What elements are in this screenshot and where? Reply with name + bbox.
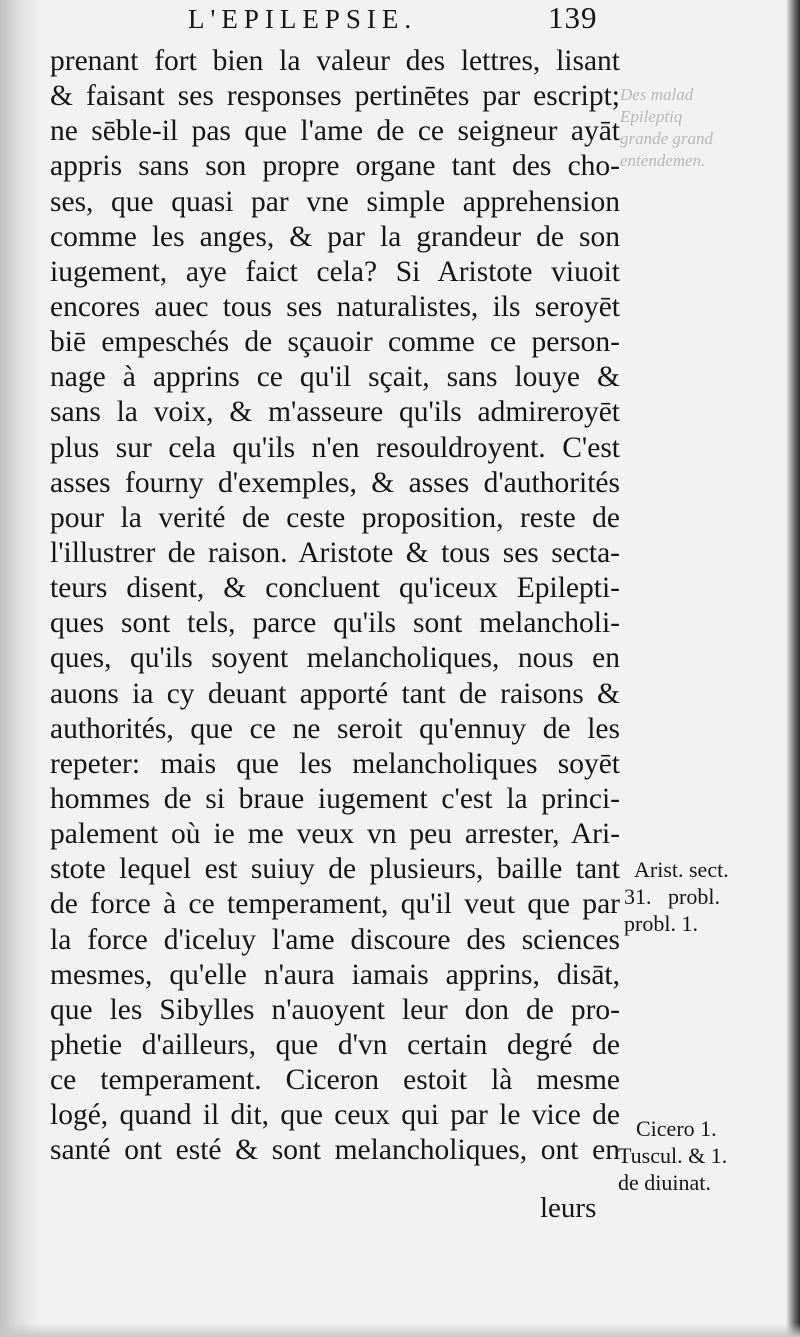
text-line: plus sur cela qu'ils n'en resouldroyent. C'est	[50, 431, 620, 464]
text-line: ne sēble-il pas que l'ame de ce seigneur ayāt	[50, 115, 620, 148]
text-line: authorités, que ce ne seroit qu'ennuy de les	[50, 712, 620, 745]
text-line: stote lequel est suiuy de plusieurs, baille tant	[50, 853, 620, 886]
marginal-note-cicero	[618, 1115, 727, 1196]
main-text-block	[50, 44, 620, 1169]
marginal-note-line: Arist. sect.	[634, 857, 729, 882]
binding-shadow	[0, 0, 40, 1337]
text-line: la force d'iceluy l'ame discoure des sciences	[50, 923, 620, 956]
text-line: de force à ce temperament, qu'il veut que par	[50, 888, 620, 921]
running-head: L'EPILEPSIE.	[188, 4, 418, 34]
text-line: encores auec tous ses naturalistes, ils seroyēt	[50, 290, 620, 323]
text-line: santé ont esté & sont melancholiques, ont en	[50, 1134, 620, 1167]
bleed-through-line: grande grand	[620, 129, 714, 148]
marginal-note-aristotle	[624, 856, 729, 937]
text-line: que les Sibylles n'auoyent leur don de pro-	[50, 993, 620, 1026]
bleed-through-line: entendemen.	[620, 151, 706, 170]
text-line: repeter: mais que les melancholiques soyēt	[50, 747, 620, 780]
catchword: leurs	[540, 1192, 597, 1224]
text-line: teurs disent, & concluent qu'iceux Epilepti-	[50, 572, 620, 605]
bleed-through-line: Epileptiq	[620, 107, 683, 126]
text-line: hommes de si braue iugement c'est la princi-	[50, 782, 620, 815]
page-edge	[786, 0, 800, 1337]
text-line: biē empeschés de sçauoir comme ce person-	[50, 326, 620, 359]
bleed-through-line: Des malad	[620, 85, 694, 104]
page-bottom-edge	[0, 1323, 800, 1337]
text-line: ques, qu'ils soyent melancholiques, nous en	[50, 642, 620, 675]
text-line: nage à apprins ce qu'il sçait, sans louye &	[50, 361, 620, 394]
marginal-note-line: de diuinat.	[618, 1170, 711, 1195]
text-line: ques sont tels, parce qu'ils sont melancholi-	[50, 607, 620, 640]
text-line: iugement, aye faict cela? Si Aristote viuoit	[50, 255, 620, 288]
text-line: pour la verité de ceste proposition, reste de	[50, 501, 620, 534]
marginal-note-line: Tuscul. & 1.	[618, 1143, 728, 1168]
text-line: appris sans son propre organe tant des cho-	[50, 150, 620, 183]
text-line: comme les anges, & par la grandeur de son	[50, 220, 620, 253]
text-line: ses, que quasi par vne simple apprehension	[50, 185, 620, 218]
bleed-through-text	[620, 84, 713, 172]
marginal-note-line: Cicero 1.	[636, 1116, 717, 1141]
text-line: sans la voix, & m'asseure qu'ils admireroyēt	[50, 396, 620, 429]
page-number: 139	[548, 0, 598, 35]
text-line: phetie d'ailleurs, que d'vn certain degré de	[50, 1028, 620, 1061]
text-line: palement où ie me veux vn peu arrester, Ari-	[50, 818, 620, 851]
text-line: & faisant ses responses pertinētes par escript;	[50, 80, 620, 113]
marginal-note-line: probl. 1.	[624, 911, 698, 936]
text-line: mesmes, qu'elle n'aura iamais apprins, disāt,	[50, 958, 620, 991]
text-line: auons ia cy deuant apporté tant de raisons &	[50, 677, 620, 710]
text-line: l'illustrer de raison. Aristote & tous ses secta-	[50, 536, 620, 569]
text-line: prenant fort bien la valeur des lettres, lisant	[50, 45, 620, 77]
text-line: asses fourny d'exemples, & asses d'authorités	[50, 466, 620, 499]
text-line: ce temperament. Ciceron estoit là mesme	[50, 1064, 620, 1097]
marginal-note-line: 31. probl.	[624, 884, 720, 909]
text-line: logé, quand il dit, que ceux qui par le vice de	[50, 1099, 620, 1132]
